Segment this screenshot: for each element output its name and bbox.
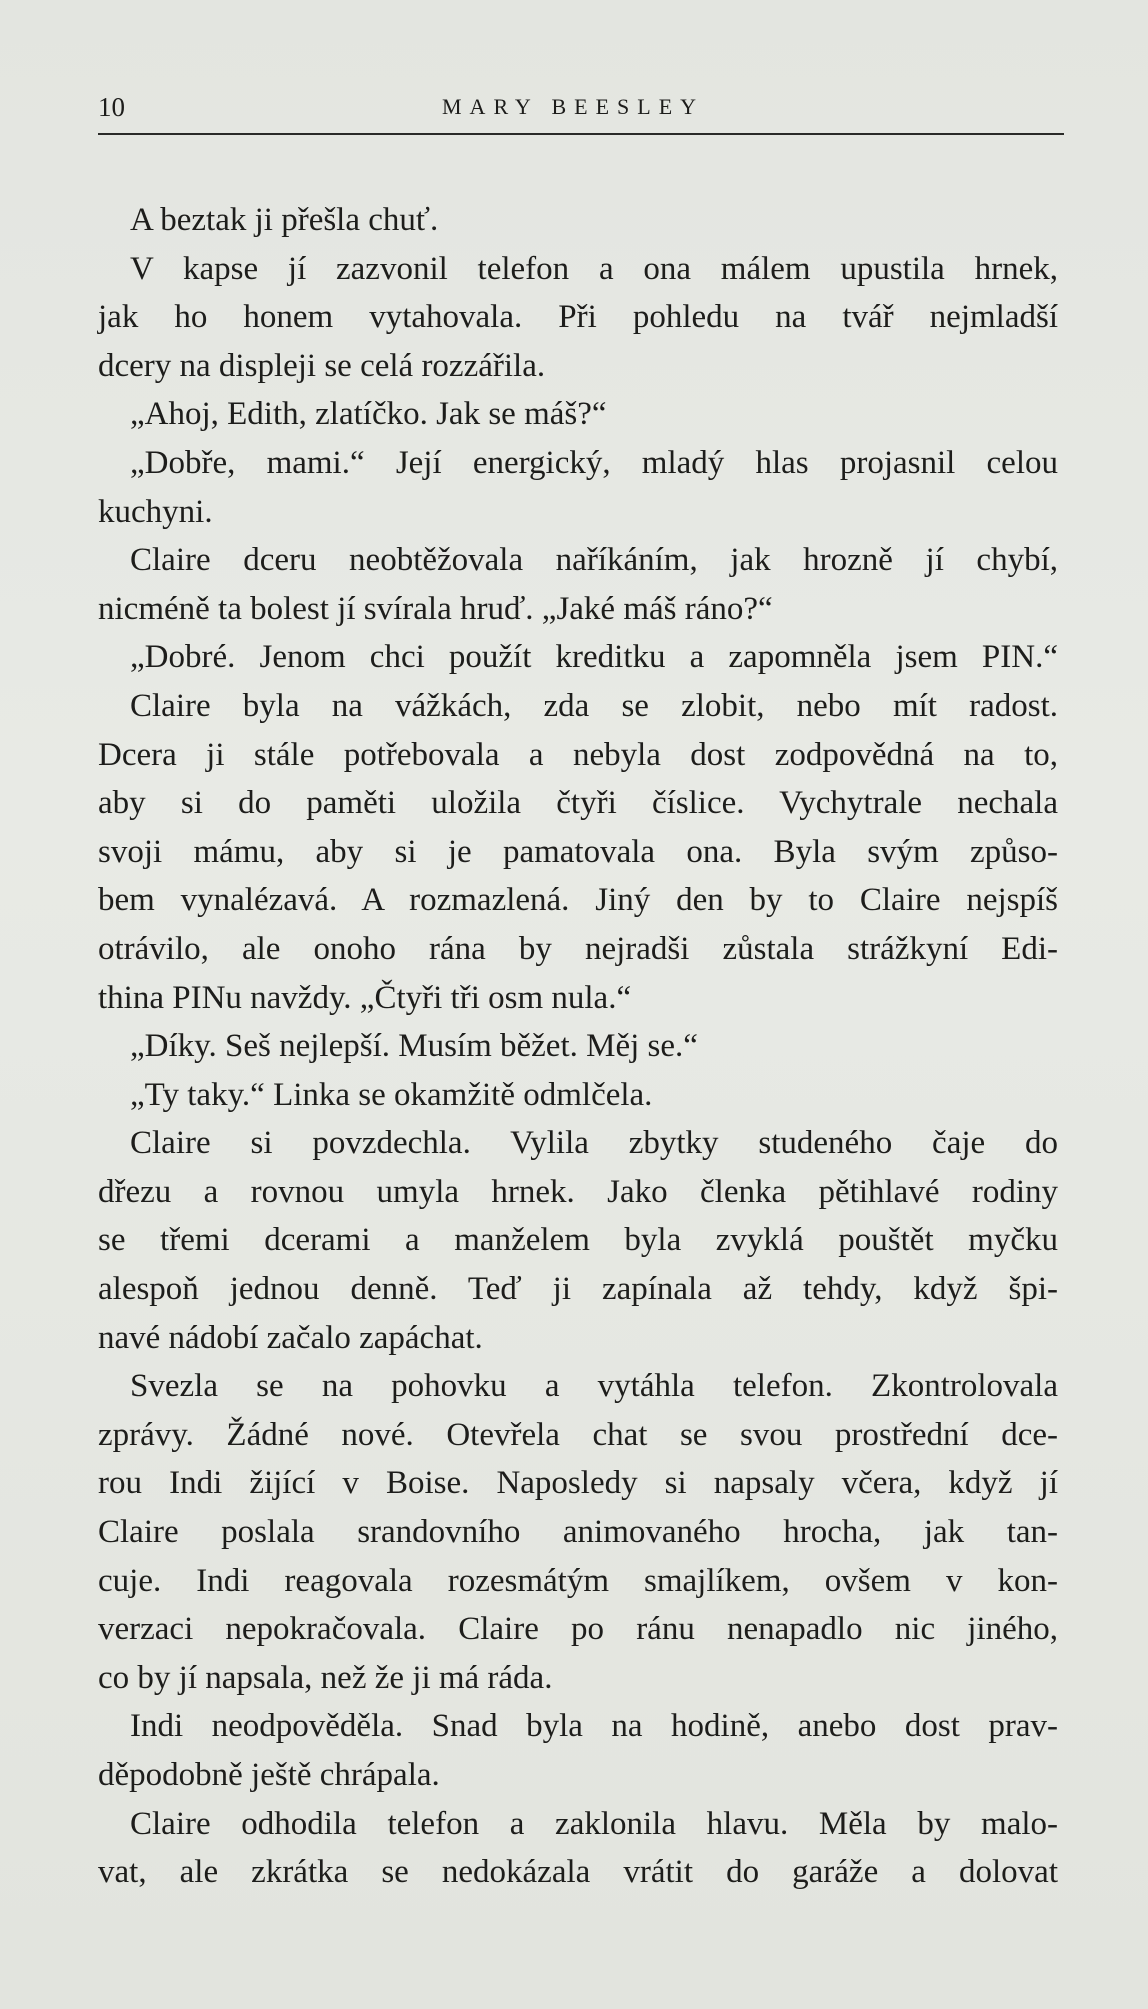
body-text	[98, 196, 1058, 1897]
text-line: cuje. Indi reagovala rozesmátým smajlíkem, ovšem v kon-	[98, 1562, 1058, 1599]
running-head	[98, 86, 1064, 126]
text-line: „Ty taky.“ Linka se okamžitě odmlčela.	[130, 1076, 653, 1113]
text-line: jak ho honem vytahovala. Při pohledu na tvář nejmladší	[98, 299, 1058, 336]
text-line: „Dobře, mami.“ Její energický, mladý hlas projasnil celou	[130, 444, 1058, 481]
text-line: Claire poslala srandovního animovaného hrocha, jak tan-	[98, 1514, 1058, 1551]
text-line: otrávilo, ale onoho rána by nejradši zůstala strážkyní Edi-	[98, 930, 1058, 967]
text-line: zprávy. Žádné nové. Otevřela chat se svou prostřední dce-	[98, 1416, 1058, 1453]
text-line: Indi neodpověděla. Snad byla na hodině, anebo dost prav-	[130, 1708, 1058, 1745]
text-line: Claire si povzdechla. Vylila zbytky studeného čaje do	[130, 1125, 1058, 1162]
text-line: A beztak ji přešla chuť.	[130, 202, 439, 238]
text-line: co by jí napsala, než že ji má ráda.	[98, 1659, 553, 1696]
text-line: bem vynalézavá. A rozmazlená. Jiný den by to Claire nejspíš	[98, 882, 1058, 919]
text-line: Dcera ji stále potřebovala a nebyla dost zodpovědná na to,	[98, 736, 1058, 773]
text-line: „Dobré. Jenom chci použít kreditku a zapomněla jsem PIN.“	[130, 639, 1058, 676]
text-line: alespoň jednou denně. Teď ji zapínala až tehdy, když špi-	[98, 1271, 1058, 1308]
text-line: verzaci nepokračovala. Claire po ránu nenapadlo nic jiného,	[98, 1611, 1058, 1648]
text-line: aby si do paměti uložila čtyři číslice. Vychytrale nechala	[98, 785, 1058, 822]
running-head-author: MARY BEESLEY	[442, 94, 705, 119]
page-number: 10	[98, 92, 125, 122]
text-line: Claire odhodila telefon a zaklonila hlavu. Měla by malo-	[130, 1805, 1058, 1842]
text-line: svoji mámu, aby si je pamatovala ona. Byla svým způso-	[98, 833, 1058, 870]
text-line: dcery na displeji se celá rozzářila.	[98, 347, 546, 384]
text-line: dřezu a rovnou umyla hrnek. Jako členka pětihlavé rodiny	[98, 1173, 1058, 1210]
header-rule	[98, 133, 1064, 135]
text-line: rou Indi žijící v Boise. Naposledy si napsaly včera, když jí	[98, 1465, 1058, 1502]
text-line: kuchyni.	[98, 493, 213, 530]
text-line: thina PINu navždy. „Čtyři tři osm nula.“	[98, 979, 632, 1016]
text-line: navé nádobí začalo zapáchat.	[98, 1319, 483, 1356]
text-line: děpodobně ještě chrápala.	[98, 1757, 440, 1793]
text-line: „Ahoj, Edith, zlatíčko. Jak se máš?“	[130, 396, 607, 433]
text-line: Claire byla na vážkách, zda se zlobit, nebo mít radost.	[130, 687, 1058, 724]
text-line: vat, ale zkrátka se nedokázala vrátit do garáže a dolovat	[98, 1854, 1058, 1891]
text-line: se třemi dcerami a manželem byla zvyklá pouštět myčku	[98, 1222, 1058, 1259]
text-line: Svezla se na pohovku a vytáhla telefon. Zkontrolovala	[130, 1368, 1058, 1405]
text-line: nicméně ta bolest jí svírala hruď. „Jaké máš ráno?“	[98, 590, 773, 627]
text-line: Claire dceru neobtěžovala naříkáním, jak hrozně jí chybí,	[130, 542, 1058, 579]
text-line: „Díky. Seš nejlepší. Musím běžet. Měj se.“	[130, 1028, 698, 1065]
text-line: V kapse jí zazvonil telefon a ona málem upustila hrnek,	[130, 250, 1058, 287]
